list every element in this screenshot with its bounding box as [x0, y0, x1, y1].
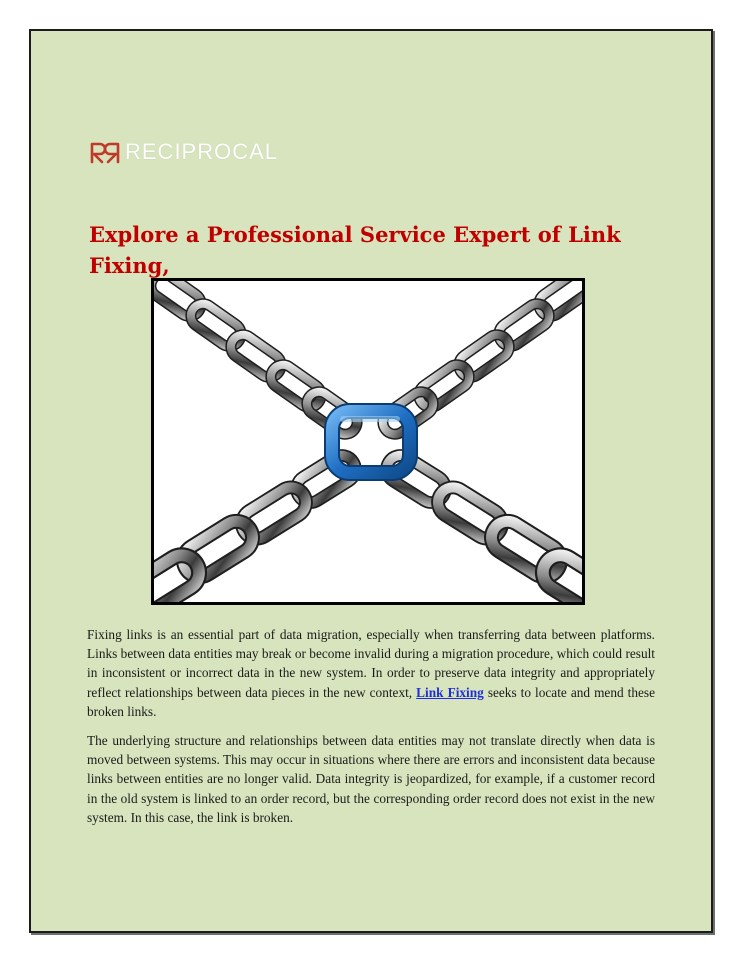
link-fixing-link[interactable]: Link Fixing: [416, 684, 484, 700]
document-page: [29, 29, 713, 933]
reciprocal-logo: [89, 138, 278, 166]
paragraph-2: The underlying structure and relationships between data entities may not translate directly when data is moved between systems. This may occur in situations where there are errors and inconsistent data because links between entities are no longer valid. Data integrity is jeopardized, for example, if a customer record in the old system is linked to an order record, but the corresponding order record does not exist in the new system. In this case, the link is broken.: [87, 733, 655, 825]
paragraph-1: Fixing links is an essential part of data migration, especially when transferring data between platforms. Links between data entities may break or become invalid during a migration procedure, which could result in inconsistent or incorrect data in the new system. In order to preserve data integrity and appropriately reflect relationships between data pieces in the new context, Link Fixing seeks to locate and mend these broken links.: [87, 627, 655, 719]
logo-text: RECIPROCAL: [125, 139, 279, 164]
title-line-1: Explore a Professional Service Expert of Link Fixing,: [89, 222, 621, 278]
blue-chain-link: [332, 411, 410, 473]
body-text: [87, 625, 655, 837]
chain-bottom-right: [381, 450, 582, 602]
chain-bottom-left: [154, 450, 361, 602]
chain-image: [154, 281, 582, 602]
chain-illustration: [151, 278, 585, 605]
reciprocal-logo-icon: [89, 138, 121, 166]
